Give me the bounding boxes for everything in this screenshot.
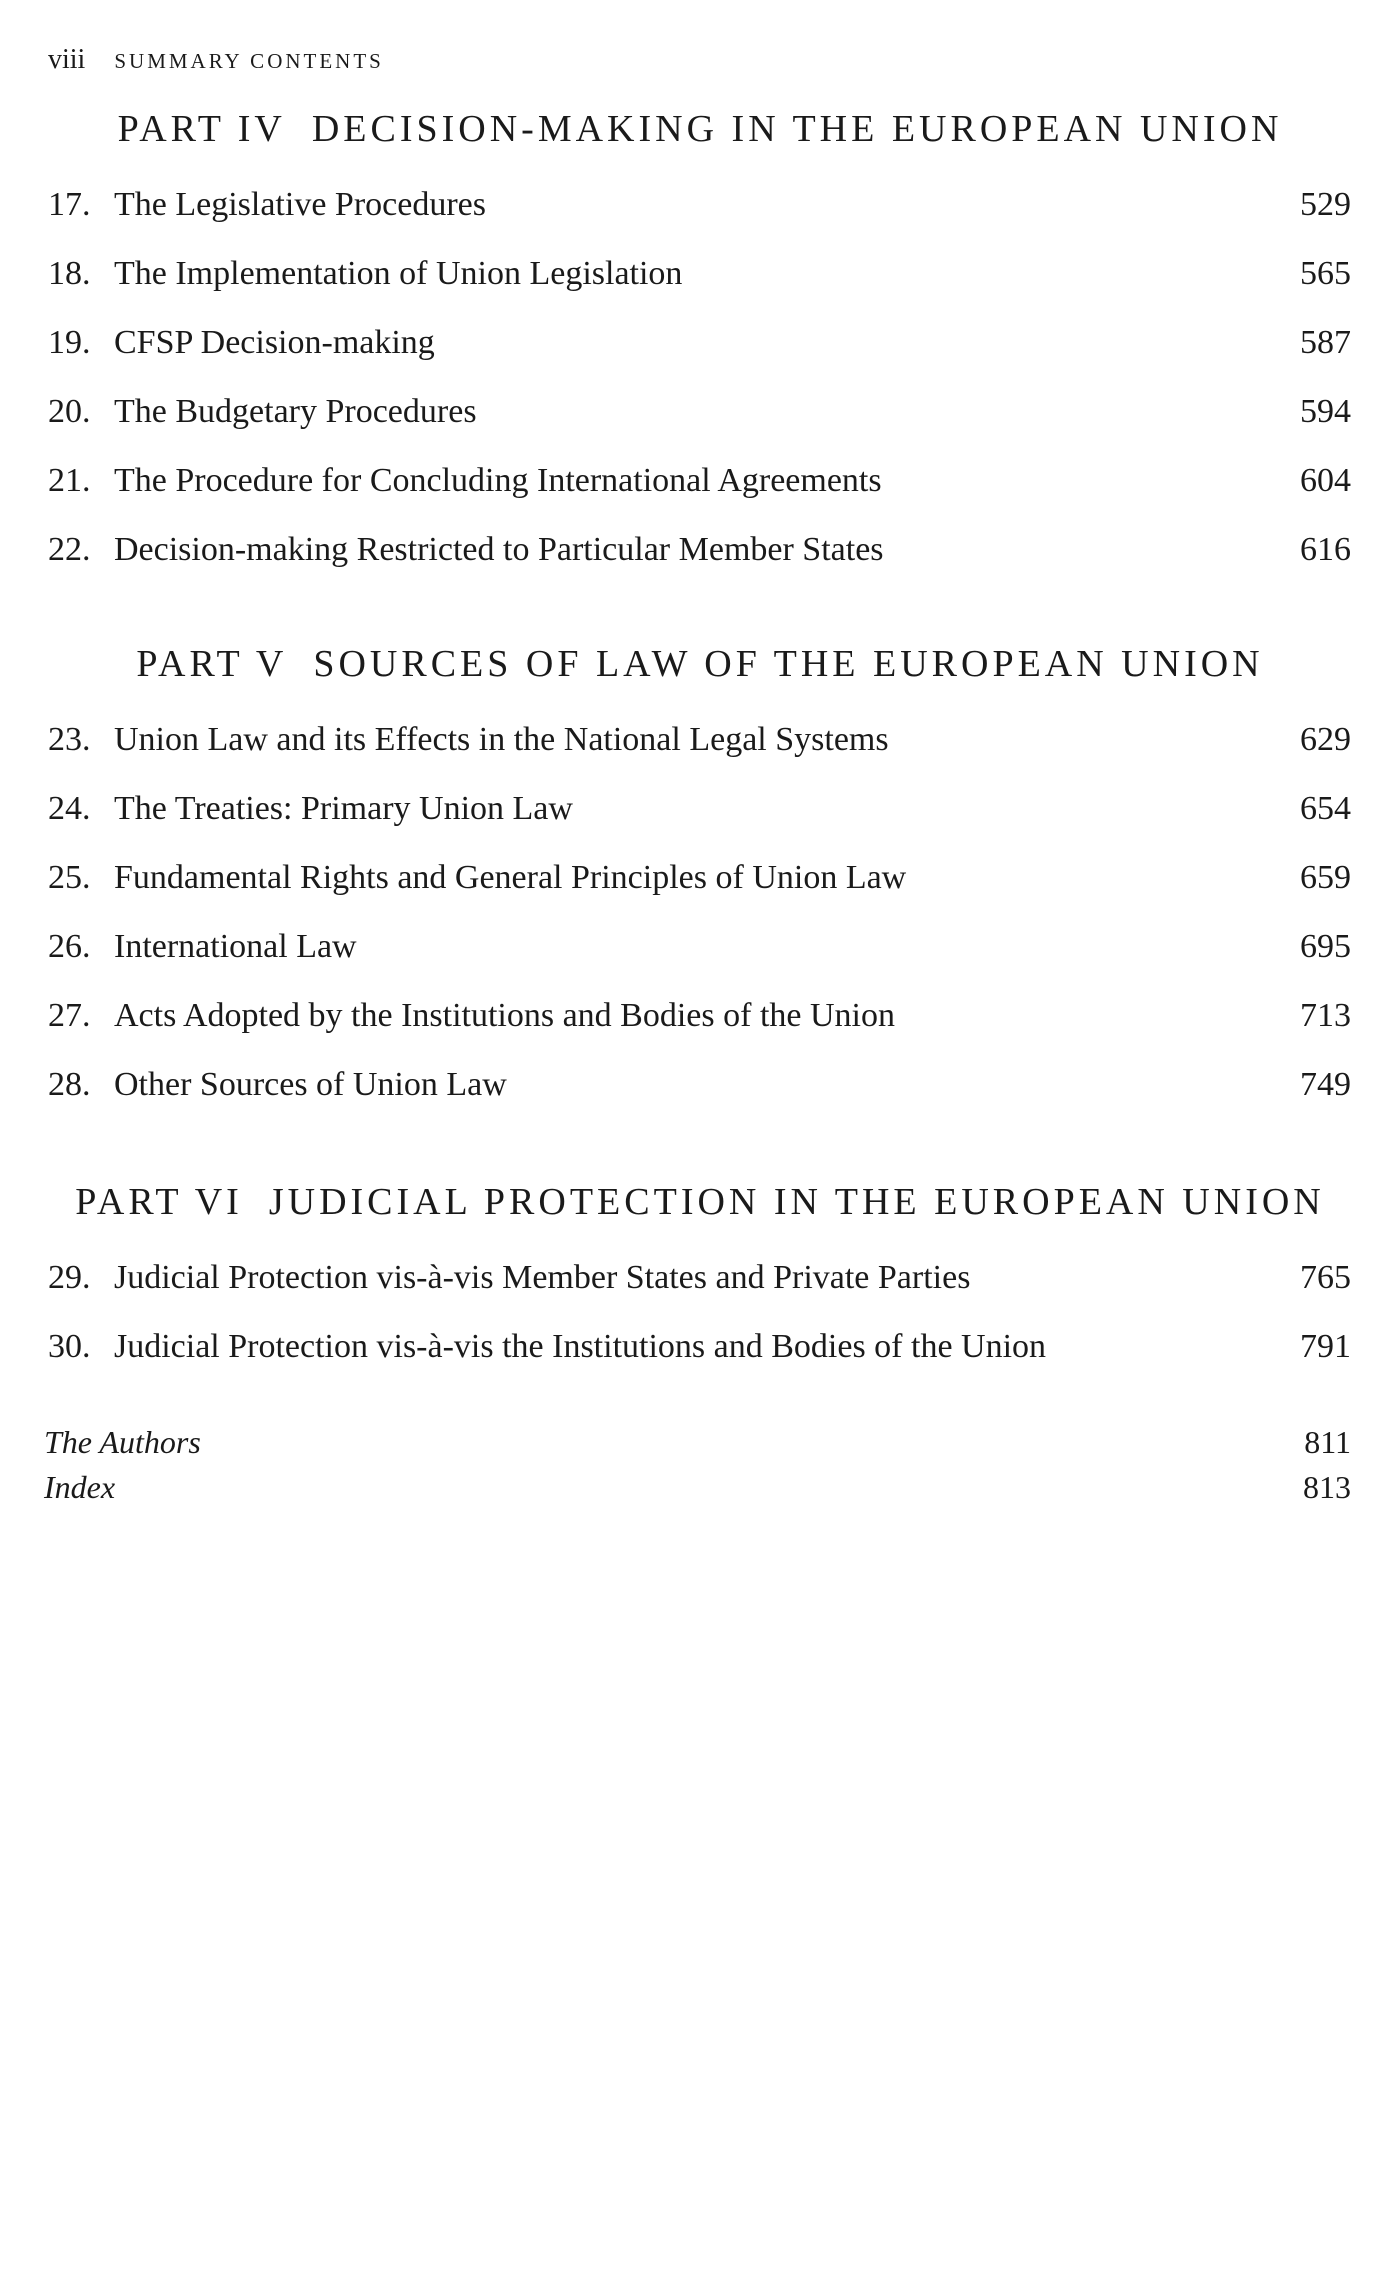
back-matter-title: The Authors	[44, 1424, 201, 1460]
chapter-title: Union Law and its Effects in the National Legal Systems	[114, 721, 889, 758]
chapter-title: Fundamental Rights and General Principles of Union Law	[114, 859, 907, 896]
toc-entry[interactable]	[48, 181, 1351, 229]
page-number: 587	[1300, 324, 1351, 361]
back-matter-entry[interactable]	[44, 1420, 1351, 1464]
chapter-title: Judicial Protection vis-à-vis Member States and Private Parties	[114, 1259, 971, 1296]
page-folio: viii	[48, 44, 86, 75]
page-number: 765	[1300, 1259, 1351, 1296]
back-matter-entry[interactable]	[44, 1465, 1351, 1509]
chapter-title: Other Sources of Union Law	[114, 1066, 507, 1103]
part-title: SOURCES OF LAW OF THE EUROPEAN UNION	[313, 643, 1264, 685]
chapter-number: 22.	[48, 531, 91, 568]
chapter-title: CFSP Decision-making	[114, 324, 435, 361]
chapter-number: 30.	[48, 1328, 91, 1365]
page-number: 616	[1300, 531, 1351, 568]
toc-entry[interactable]	[48, 1254, 1351, 1302]
page-number: 604	[1300, 462, 1351, 499]
chapter-title: The Budgetary Procedures	[114, 393, 477, 430]
page-number: 749	[1300, 1066, 1351, 1103]
chapter-title: The Legislative Procedures	[114, 186, 486, 223]
page-number: 629	[1300, 721, 1351, 758]
toc-entry[interactable]	[48, 992, 1351, 1040]
toc-entry[interactable]	[48, 388, 1351, 436]
running-head	[48, 40, 384, 81]
toc-entry[interactable]	[48, 1323, 1351, 1371]
chapter-number: 19.	[48, 324, 91, 361]
page-number: 713	[1300, 997, 1351, 1034]
chapter-number: 29.	[48, 1259, 91, 1296]
toc-entry[interactable]	[48, 1061, 1351, 1109]
toc-entry[interactable]	[48, 854, 1351, 902]
page-number: 813	[1303, 1469, 1351, 1505]
chapter-number: 23.	[48, 721, 91, 758]
chapter-title: The Treaties: Primary Union Law	[114, 790, 573, 827]
chapter-title: The Procedure for Concluding International Agreements	[114, 462, 882, 499]
chapter-number: 18.	[48, 255, 91, 292]
page-number: 529	[1300, 186, 1351, 223]
part-heading	[0, 1178, 1400, 1226]
page-number: 811	[1304, 1424, 1351, 1460]
page-number: 565	[1300, 255, 1351, 292]
page-number: 695	[1300, 928, 1351, 965]
chapter-number: 25.	[48, 859, 91, 896]
chapter-number: 17.	[48, 186, 91, 223]
chapter-number: 26.	[48, 928, 91, 965]
page-number: 594	[1300, 393, 1351, 430]
chapter-number: 28.	[48, 1066, 91, 1103]
part-number: PART V	[136, 643, 288, 685]
page-number: 659	[1300, 859, 1351, 896]
part-title: JUDICIAL PROTECTION IN THE EUROPEAN UNION	[268, 1181, 1325, 1223]
chapter-title: Decision-making Restricted to Particular Member States	[114, 531, 884, 568]
toc-entry[interactable]	[48, 716, 1351, 764]
toc-entry[interactable]	[48, 785, 1351, 833]
chapter-number: 27.	[48, 997, 91, 1034]
toc-entry[interactable]	[48, 923, 1351, 971]
part-heading	[0, 640, 1400, 688]
chapter-number: 24.	[48, 790, 91, 827]
page-number: 791	[1300, 1328, 1351, 1365]
running-head-title: SUMMARY CONTENTS	[114, 49, 384, 73]
toc-entry[interactable]	[48, 526, 1351, 574]
chapter-number: 20.	[48, 393, 91, 430]
chapter-number: 21.	[48, 462, 91, 499]
toc-entry[interactable]	[48, 457, 1351, 505]
chapter-title: The Implementation of Union Legislation	[114, 255, 683, 292]
chapter-title: International Law	[114, 928, 357, 965]
part-title: DECISION-MAKING IN THE EUROPEAN UNION	[311, 108, 1283, 150]
back-matter-title: Index	[44, 1469, 116, 1505]
part-number: PART IV	[117, 108, 286, 150]
chapter-title: Acts Adopted by the Institutions and Bodies of the Union	[114, 997, 895, 1034]
page-number: 654	[1300, 790, 1351, 827]
toc-entry[interactable]	[48, 319, 1351, 367]
toc-entry[interactable]	[48, 250, 1351, 298]
chapter-title: Judicial Protection vis-à-vis the Institutions and Bodies of the Union	[114, 1328, 1047, 1365]
part-heading	[0, 105, 1400, 153]
part-number: PART VI	[75, 1181, 243, 1223]
